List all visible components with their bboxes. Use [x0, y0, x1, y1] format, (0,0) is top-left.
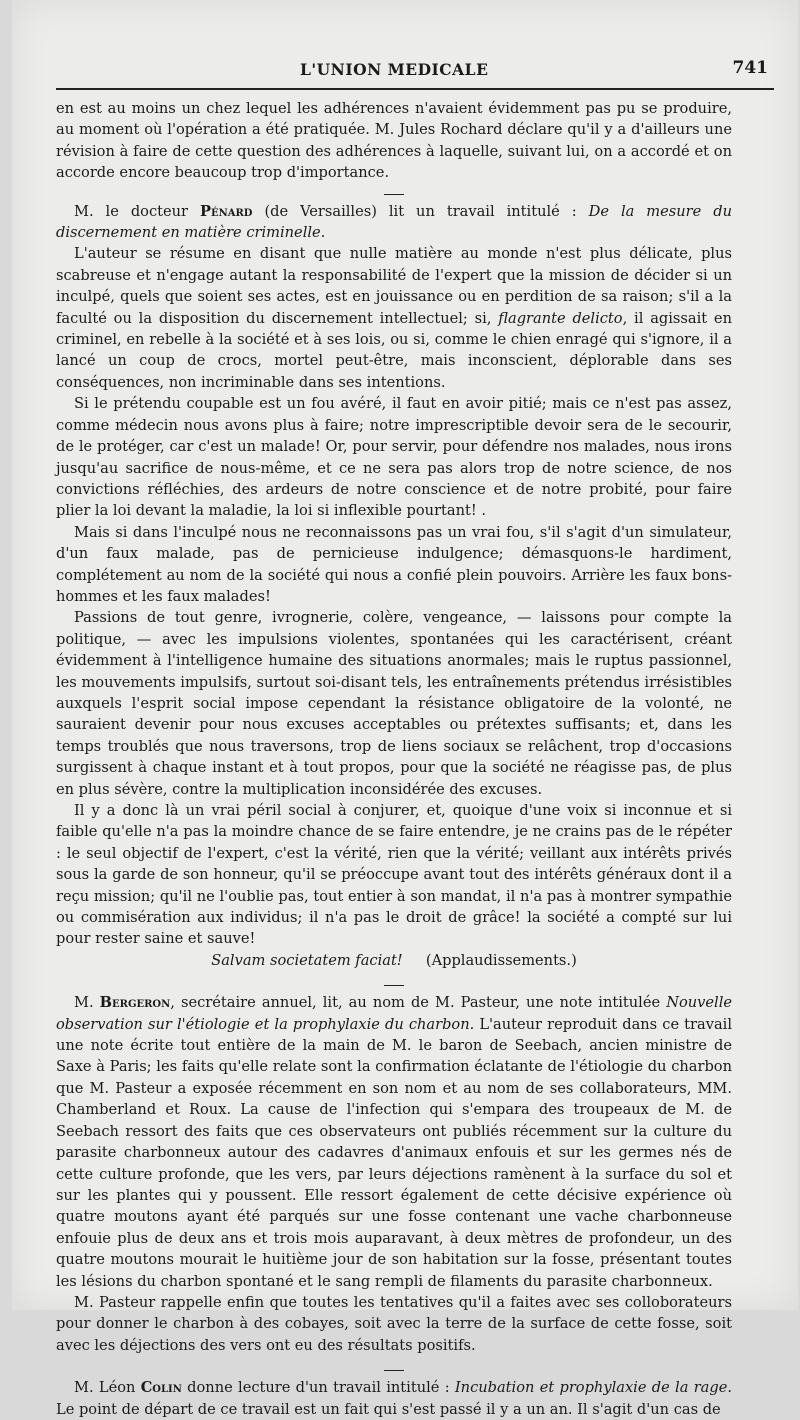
- separator: [384, 1360, 404, 1371]
- p11-end: Le point de départ de ce travail est un fait qui s'est passé il y a un an. Il s'agit d'un cas de: [56, 1400, 721, 1418]
- paragraph-7: Il y a donc là un vrai péril social à conjurer, et, quoique d'une voix si inconnue et si faible qu'elle n'a pas la moindre chance de se faire entendre, je ne crains pas de le répéter : le seul objectif de l'expert, c'est la vérité, rien que la vérité; veillant aux intérêts privés sous la garde de son honneur, qu'il se préoccupe avant tout des intérêts généraux dont il a reçu mission; qu'il ne l'oublie pas, tout entier à son mandat, il n'a pas à montrer sympathie ou commisération aux individus; il n'a pas le droit de grâce! la société a compté sur lui pour rester saine et sauve!: [56, 802, 732, 948]
- paragraph-11: [56, 1377, 732, 1420]
- paragraph-3: [56, 243, 732, 393]
- paragraph-9: [56, 992, 732, 1292]
- p2-mid: (de Versailles) lit un travail intitulé :: [252, 202, 589, 220]
- article-body: [56, 98, 732, 1420]
- p2-lead: M. le docteur: [74, 202, 200, 220]
- p3-latin: flagrante delicto: [498, 309, 623, 327]
- p9-lead: M.: [74, 994, 100, 1012]
- p3-text: L'auteur se résume en disant que nulle matière au monde n'est plus délicate, plus scabreuse et n'engage autant la responsabilité de l'expert que la mission de décider si un inculpé, quels que soient ses actes, est en jouissance ou en perdition de sa raison; s'il a la faculté ou la disposition du discernement intellectuel; si,: [56, 245, 732, 327]
- author-name: Bergeron: [99, 994, 171, 1012]
- work-title: De la mesure du discernement en matière criminelle.: [56, 202, 732, 242]
- page-number: 741: [732, 58, 768, 78]
- author-name: Pénard: [199, 202, 253, 220]
- paragraph-6: Passions de tout genre, ivrognerie, colère, vengeance, — laissons pour compte la politique, — avec les impulsions violentes, spontanées qui les caractérisent, créant évidemment à l'intelligence humaine des situations anormales; mais le ruptus passionnel, les mouvements impulsifs, surtout soi-disant tels, les entraînements prétendus irrésistibles auxquels l'esprit social impose cependant la résistance obligatoire de la volonté, ne sauraient devenir pour nous excuses acceptables ou prétextes suffisants; et, dans les temps troublés que nous traversons, trop de liens sociaux se relâchent, trop d'occasions surgissent à chaque instant et à tout propos, pour que la société ne réagisse pas, de plus en plus sévère, contre la multiplication inconsidérée des excuses.: [56, 609, 732, 798]
- paragraph-5: Mais si dans l'inculpé nous ne reconnaissons pas un vrai fou, s'il s'agit d'un simulateur, d'un faux malade, pas de pernicieuse indulgence; démasquons-le hardiment, complétement au nom de la société qui nous a confié plein pouvoirs. Arrière les faux bons-hommes et les faux malades!: [56, 523, 732, 605]
- p3-end: , il agissait en criminel, en rebelle à la société et à ses lois, ou si, comme le chien enragé qui s'ignore, il a lancé un coup de crocs, mortel peut-être, mais inconscient, déplorable dans ses conséquences, non incriminable dans ses intentions.: [56, 309, 732, 391]
- paragraph-8: [56, 950, 732, 971]
- separator: [384, 184, 404, 195]
- latin-motto: Salvam societatem faciat!: [211, 951, 403, 969]
- p9-mid: , secrétaire annuel, lit, au nom de M. Pasteur, une note intitulée: [170, 994, 667, 1012]
- paragraph-1: en est au moins un chez lequel les adhérences n'avaient évidemment pas pu se produire, au moment où l'opération a été pratiquée. M. Jules Rochard déclare qu'il y a d'ailleurs une révision à faire de cette question des adhérences à laquelle, suivant lui, on a accordé et on accorde encore beaucoup trop d'importance.: [56, 100, 732, 182]
- running-title: L'UNION MEDICALE: [300, 60, 489, 79]
- separator: [384, 975, 404, 986]
- paragraph-4: Si le prétendu coupable est un fou avéré, il faut en avoir pitié; mais ce n'est pas assez, comme médecin nous avons plus à faire; notre imprescriptible devoir sera de le secourir, de le protéger, car c'est un malade! Or, pour servir, pour défendre nos malades, nous irons jusqu'au sacrifice de nous-même, et ce ne sera pas alors trop de notre science, de nos convictions réfléchies, des ardeurs de notre conscience et de notre probité, pour faire plier la loi devant la maladie, la loi si inflexible pourtant! .: [56, 395, 732, 520]
- paragraph-10: M. Pasteur rappelle enfin que toutes les tentatives qu'il a faites avec ses colloborateurs pour donner le charbon à des cobayes, soit avec la terre de la surface de cette fosse, soit avec les déjections des vers ont eu des résultats positifs.: [56, 1293, 732, 1354]
- document-page: [12, 0, 798, 1418]
- p11-lead: M. Léon: [74, 1379, 141, 1397]
- work-title: Incubation et prophylaxie de la rage.: [454, 1379, 733, 1397]
- applause: (Applaudissements.): [425, 951, 577, 969]
- work-title: Nouvelle observation sur l'étiologie et la prophylaxie du charbon.: [56, 994, 732, 1033]
- author-name: Colin: [140, 1379, 182, 1397]
- p11-mid: donne lecture d'un travail intitulé :: [181, 1379, 455, 1397]
- header-rule: [56, 88, 774, 90]
- page-header: [12, 56, 798, 86]
- p9-end: L'auteur reproduit dans ce travail une note écrite tout entière de la main de M. le baron de Seebach, ancien ministre de Saxe à Paris; les faits qu'elle relate sont la confirmation éclatante de l'étiologie du charbon que M. Pasteur a exposée récemment en son nom et au nom de ses collaborateurs, MM. Chamberland et Roux. La cause de l'infection qui s'empara des troupeaux de M. de Seebach ressort des faits que ces observateurs ont publiés récemment sur la culture du parasite charbonneux autour des cadavres d'animaux enfouis et sur les germes nés de cette culture profonde, que les vers, par leurs déjections ramènent à la surface du sol et sur les plantes qui y poussent. Elle ressort également de cette décisive expérience où quatre moutons ayant été parqués sur une fosse contenant une vache charbonneuse enfouie plus de deux ans et trois mois auparavant, à deux mètres de profondeur, un des quatre moutons mourait le huitième jour de son habitation sur la fosse, présentant toutes les lésions du charbon spontané et le sang rempli de filaments du parasite charbonneux.: [56, 1015, 733, 1290]
- paragraph-2: [56, 201, 732, 244]
